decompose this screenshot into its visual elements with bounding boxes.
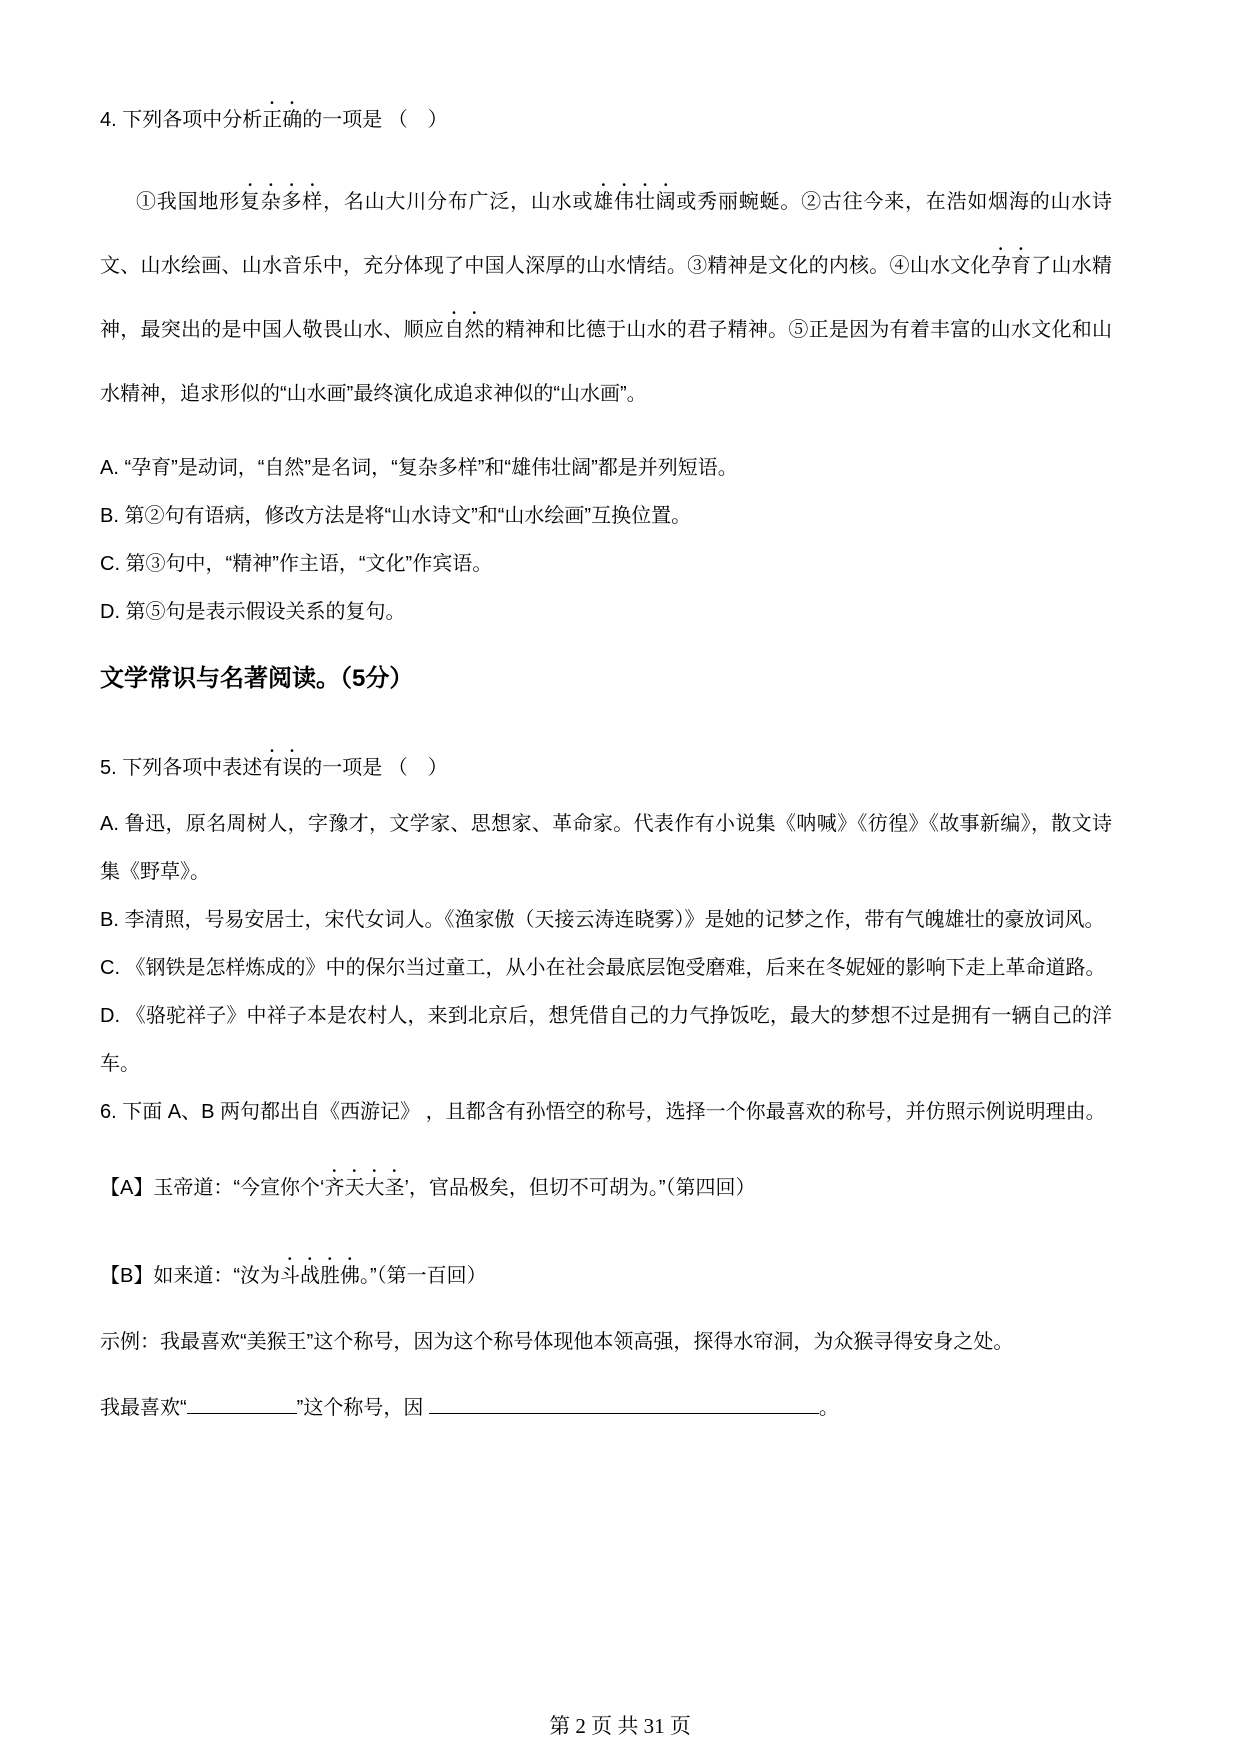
answer-blank[interactable] — [429, 1393, 819, 1414]
question-5-option-b: B. 李清照，号易安居士，宋代女词人。《渔家傲（天接云涛连晓雾）》是她的记梦之作，带有气魄雄壮的豪放词风。 — [100, 909, 1105, 931]
question-4-option-d: D. 第⑤句是表示假设关系的复句。 — [100, 601, 406, 623]
text-run: 的精神和比德于山水的君子精神。⑤正是因为有着丰富的山水文化和山水精神，追求形似的“山水画”最终演化成追求神似的“山水画”。 — [100, 319, 1113, 405]
emphasized-text: 复杂多样 — [239, 191, 324, 213]
page-footer: 第 2 页 共 31 页 — [549, 1714, 691, 1738]
question-6-quote-b — [100, 1252, 1112, 1300]
text-run: 4. 下列各项中分析 — [100, 109, 263, 131]
question-4-option-c: C. 第③句中，“精神”作主语，“文化”作宾语。 — [100, 553, 493, 575]
emphasized-text: 有误 — [262, 757, 303, 779]
text-run: 或秀丽蜿蜒。②古往今来，在浩如烟海的山水诗文、山水绘画、山水音乐中，充分体现了中国人深厚的山水情结。③精神是文化的内核。④山水文化 — [100, 191, 1113, 277]
text-run: 。”（第一百回） — [360, 1265, 487, 1287]
text-run: 了山水精神，最突出的是中国人敬畏山水、顺应 — [100, 255, 1113, 341]
text-run: 【B】如来道：“汝为 — [100, 1265, 280, 1287]
answer-blank[interactable] — [187, 1393, 297, 1414]
question-4-option-a: A. “孕育”是动词，“自然”是名词，“复杂多样”和“雄伟壮阔”都是并列短语。 — [100, 457, 738, 479]
question-6-example: 示例：我最喜欢“美猴王”这个称号，因为这个称号体现他本领高强，探得水帘洞，为众猴寻得安身之处。 — [100, 1331, 1014, 1353]
text-run: 的一项是 （ ） — [302, 757, 448, 779]
question-5-options — [100, 800, 1112, 1088]
text-run: ①我国地形 — [136, 191, 240, 213]
text-run: ，名山大川分布广泛，山水或 — [323, 191, 594, 213]
text-run: 【A】玉帝道：“今宣你个‘ — [100, 1177, 325, 1199]
text-run: 5. 下列各项中表述 — [100, 757, 263, 779]
question-4-option-b: B. 第②句有语病，修改方法是将“山水诗文”和“山水绘画”互换位置。 — [100, 505, 692, 527]
question-4-options — [100, 444, 1112, 636]
emphasized-text: 雄伟壮阔 — [593, 191, 677, 213]
question-5-option-c: C. 《钢铁是怎样炼成的》中的保尔当过童工，从小在社会最底层饱受磨难，后来在冬妮娅的影响下走上革命道路。 — [100, 957, 1106, 979]
section-heading-literature: 文学常识与名著阅读。（5分） — [100, 665, 414, 692]
text-run: 我最喜欢“ — [100, 1397, 187, 1419]
text-run: 的一项是 （ ） — [302, 109, 448, 131]
question-6-answer-line — [100, 1384, 1112, 1432]
emphasized-text: 斗战胜佛 — [280, 1265, 360, 1287]
question-5-option-d: D. 《骆驼祥子》中祥子本是农村人，来到北京后，想凭借自己的力气挣饭吃，最大的梦想不过是拥有一辆自己的洋车。 — [100, 1005, 1112, 1075]
text-run: ’，官品极矣，但切不可胡为。”（第四回） — [404, 1177, 756, 1199]
emphasized-text: 自然 — [444, 319, 485, 341]
emphasized-text: 齐天大圣 — [324, 1177, 405, 1199]
question-5-option-a: A. 鲁迅，原名周树人，字豫才，文学家、思想家、革命家。代表作有小说集《呐喊》《彷徨》《故事新编》，散文诗集《野草》。 — [100, 813, 1112, 883]
question-6-stem: 6. 下面 A、B 两句都出自《西游记》 ，且都含有孙悟空的称号，选择一个你最喜欢的称号，并仿照示例说明理由。 — [100, 1101, 1106, 1123]
emphasized-text: 孕育 — [990, 255, 1032, 277]
text-run: 。 — [818, 1397, 839, 1419]
question-6-quote-a — [100, 1164, 1112, 1212]
question-4-stem — [100, 96, 1112, 144]
question-5-stem — [100, 744, 1112, 792]
emphasized-text: 正确 — [262, 109, 303, 131]
question-4-passage — [100, 170, 1112, 426]
text-run: ”这个称号，因 — [296, 1397, 429, 1419]
